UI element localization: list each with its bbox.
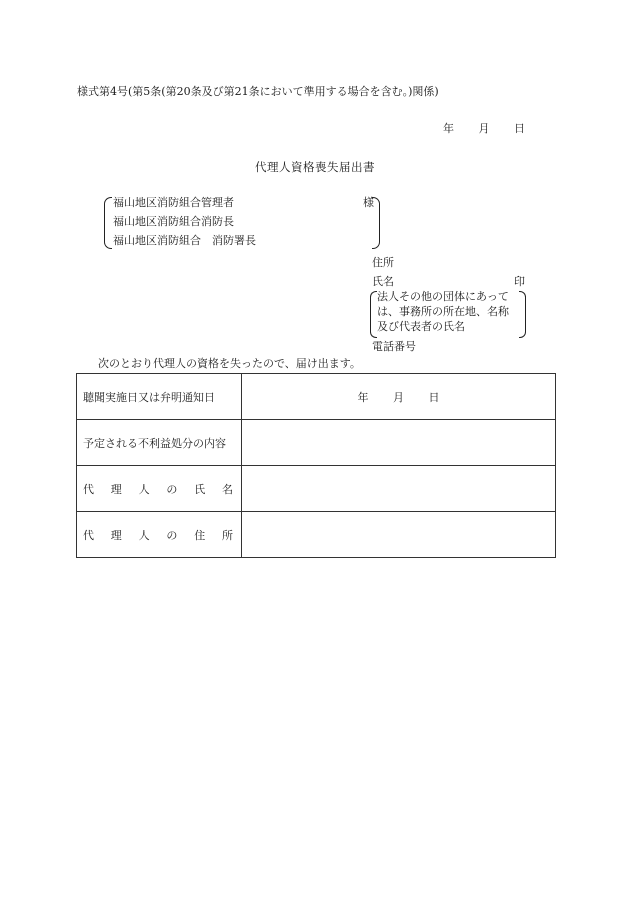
label-char: 名 [221,482,233,496]
label-char: 理 [110,528,122,542]
row-label: 聴聞実施日又は弁明通知日 [77,374,242,420]
corp-note-line: は、事務所の所在地、名称 [377,305,509,318]
seal-mark: 印 [514,275,525,288]
document-title: 代理人資格喪失届出書 [255,160,375,174]
label-char: 所 [221,528,233,542]
form-number: 様式第4号(第5条(第20条及び第21条において準用する場合を含む。)関係) [77,85,439,98]
agent-name-field[interactable] [242,466,556,512]
label-char: 代 [83,528,94,542]
date-field[interactable] [242,374,556,420]
label-char: 人 [138,482,150,496]
month-label: 月 [393,390,404,404]
name-label: 氏名 [372,275,394,288]
address-label: 住所 [372,256,394,269]
label-char: 氏 [194,482,206,496]
year-label: 年 [357,390,369,404]
addressee-line: 福山地区消防組合管理者 [113,196,234,209]
left-bracket [370,291,377,338]
table-row [77,466,556,512]
day-label: 日 [514,122,525,135]
label-char: 理 [110,482,122,496]
row-label [77,466,242,512]
label-char: 人 [138,528,150,542]
phone-label: 電話番号 [372,340,416,353]
table-row [77,420,556,466]
label-char: 住 [194,528,206,542]
label-char: の [166,528,178,542]
agent-address-field[interactable] [242,512,556,558]
table-row [77,512,556,558]
year-label: 年 [443,122,454,135]
corp-note-line: 及び代表者の氏名 [377,320,465,333]
left-bracket [104,197,112,249]
corporation-note [370,290,526,338]
honorific: 様 [363,196,374,209]
table-row [77,374,556,420]
addressee-line: 福山地区消防組合消防長 [113,215,234,228]
right-bracket [519,291,526,338]
addressee-block [104,195,380,249]
right-bracket [372,197,380,249]
label-char: 代 [83,482,94,496]
row-label: 予定される不利益処分の内容 [77,420,242,466]
row-label [77,512,242,558]
declaration-text: 次のとおり代理人の資格を失ったので、届け出ます。 [98,357,361,370]
info-table [76,373,556,558]
addressee-line: 福山地区消防組合 消防署長 [113,234,256,247]
submission-date [443,122,525,136]
label-char: の [166,482,178,496]
disposition-field[interactable] [242,420,556,466]
month-label: 月 [478,122,490,135]
corp-note-line: 法人その他の団体にあって [377,290,509,303]
day-label: 日 [428,390,440,404]
